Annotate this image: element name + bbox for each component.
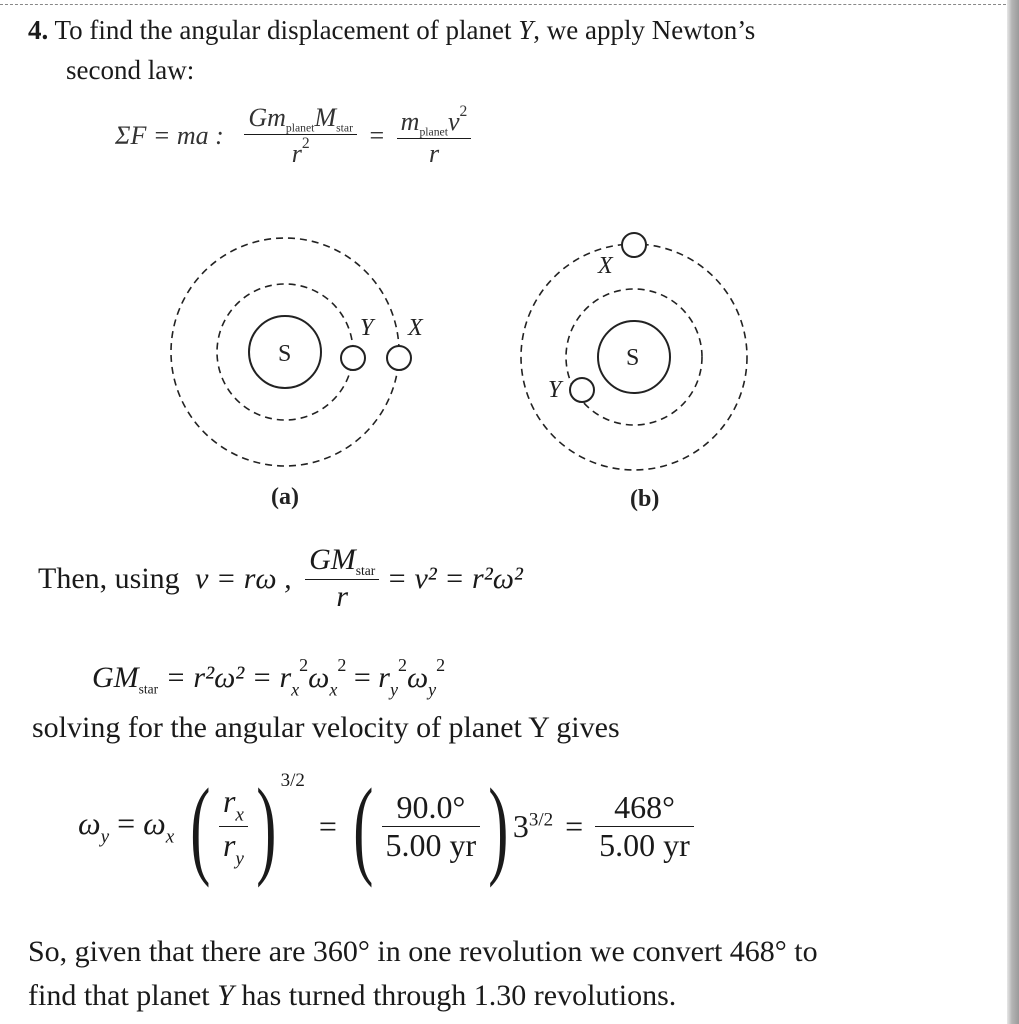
problem-number: 4.	[28, 15, 49, 45]
value-den: 5.00 yr	[382, 826, 481, 864]
then-rhs-text: = v² = r²ω²	[386, 561, 523, 595]
diagram-b-label-y: Y	[548, 377, 562, 403]
ratio-exponent: 3/2	[280, 770, 305, 791]
omega-equation: $\omega_y = \omega_x$ ( $\frac{r_x}{r_y}$ ) $^{3/2}$ = ( $\frac{90.0^\circ}{5.00 yr}$ ) $3^{3/2}$ = $\frac{468^\circ}{5.00 yr}$	[78, 770, 694, 900]
three: 3	[512, 808, 529, 845]
value-num: 90.0°	[396, 789, 466, 826]
eq1-planet-sub: planet	[285, 121, 315, 135]
conclusion-text-b: has turned through 1.30 revolutions.	[233, 979, 677, 1012]
paren-open-2: (	[353, 765, 374, 888]
ratio-sub-y: y	[235, 848, 244, 870]
top-rule	[0, 4, 1006, 5]
gm-star-sub: star	[138, 681, 159, 697]
eq1-M: M	[314, 103, 337, 132]
diagram-b-label-x: X	[598, 253, 613, 279]
diagram-b-star-label: S	[626, 345, 640, 371]
eq1-v: v	[448, 107, 460, 137]
gm-line: $GM_{star} = r^2\omega^2 = r_x^2\omega_x^2 = r_y^2\omega_y^2$	[92, 655, 446, 700]
gm-sub-y-1: y	[389, 679, 398, 700]
intro-text-a: To find the angular displacement of planet	[54, 15, 519, 45]
page-edge-shadow	[1007, 0, 1019, 1024]
eq1-frac-left	[244, 103, 357, 169]
orbit-diagrams	[150, 225, 760, 525]
eq1-r-2: r	[428, 139, 440, 169]
eq1-equals: =	[369, 121, 385, 151]
three-exponent: 3/2	[528, 809, 554, 831]
diagram-b-caption: (b)	[630, 486, 660, 512]
omega-x: ω	[143, 804, 166, 841]
eq1-m: m	[400, 107, 420, 137]
newton-equation	[115, 103, 471, 169]
omega-sub-y: y	[100, 826, 110, 848]
diagram-b-planet-x	[622, 233, 646, 257]
then-lead: Then, using	[38, 561, 180, 595]
diagram-a-label-x: X	[408, 315, 423, 341]
gm-rhs: = r²ω² = r	[165, 661, 292, 695]
intro-line-2: second law:	[66, 55, 195, 85]
eq1-r: r	[291, 139, 302, 169]
diagram-b-planet-y	[570, 378, 594, 402]
then-rel	[195, 562, 291, 596]
eq1-Gm: Gm	[248, 103, 286, 132]
then-rel-text: v = rω ,	[195, 561, 292, 595]
eq1-star-sub: star	[336, 121, 353, 135]
diagram-a-planet-x	[387, 346, 411, 370]
conclusion-text-a: find that planet	[28, 979, 218, 1012]
eq1-r-sq: 2	[301, 135, 310, 153]
conclusion-var-y: Y	[217, 979, 234, 1012]
solving-text: solving for the angular velocity of planet Y gives	[32, 711, 620, 744]
omega-sub-x: x	[165, 826, 175, 848]
then-line	[38, 543, 523, 614]
result-frac	[595, 789, 694, 864]
eq1-lhs: ΣF = ma :	[115, 121, 224, 151]
eq1-planet-sub-2: planet	[419, 125, 448, 139]
then-rhs	[387, 562, 523, 596]
diagram-a-star-label: S	[278, 341, 292, 367]
intro-line-1	[28, 14, 755, 46]
then-r: r	[336, 580, 348, 614]
paren-close-1: )	[256, 765, 277, 888]
intro-text-b: , we apply Newton’s	[533, 15, 756, 45]
then-frac	[305, 543, 379, 614]
omega-y: ω	[78, 804, 101, 841]
conclusion-line-2	[28, 979, 676, 1013]
paren-open-1: (	[190, 765, 211, 888]
eq1-v-sq: 2	[459, 103, 468, 120]
diagram-a-caption: (a)	[271, 484, 299, 510]
ratio-frac	[219, 783, 248, 871]
then-GM: GM	[309, 543, 356, 576]
intro-var-y: Y	[518, 15, 534, 45]
ratio-r-num: r	[222, 782, 236, 819]
gm-GM: GM	[92, 661, 139, 695]
ratio-sub-x: x	[235, 804, 244, 826]
paren-close-2: )	[488, 765, 509, 888]
ratio-r-den: r	[222, 827, 236, 864]
result-den: 5.00 yr	[595, 826, 694, 864]
value-frac	[382, 789, 481, 864]
eq1-frac-right	[397, 103, 472, 169]
diagram-a-planet-y	[341, 346, 365, 370]
gm-sub-x-1: x	[291, 679, 300, 700]
diagram-a-label-y: Y	[360, 315, 374, 341]
gm-sub-x-2: x	[329, 679, 338, 700]
result-num: 468°	[614, 789, 675, 826]
gm-sub-y-2: y	[428, 679, 437, 700]
conclusion-line-1: So, given that there are 360° in one revolution we convert 468° to	[28, 935, 818, 968]
then-star-sub: star	[355, 563, 376, 579]
